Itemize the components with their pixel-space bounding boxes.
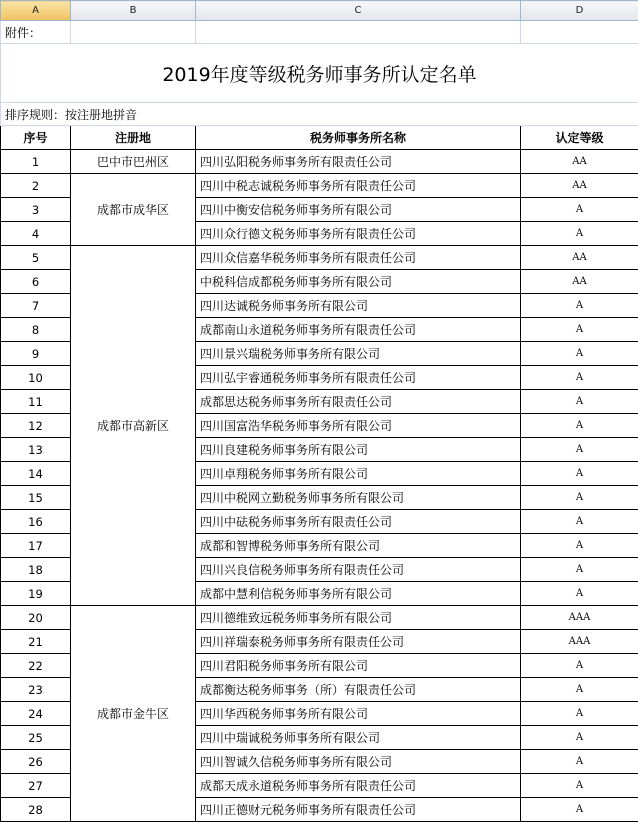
table-row — [1, 174, 638, 198]
row-seq[interactable]: 22 — [1, 654, 71, 678]
cell[interactable] — [521, 21, 638, 44]
row-grade[interactable]: A — [521, 774, 638, 798]
row-seq[interactable]: 2 — [1, 174, 71, 198]
table-row — [1, 246, 638, 270]
row-seq[interactable]: 7 — [1, 294, 71, 318]
row-seq[interactable]: 16 — [1, 510, 71, 534]
row-firm-name[interactable]: 成都思达税务师事务所有限责任公司 — [196, 390, 521, 414]
row-region[interactable]: 成都市成华区 — [71, 174, 196, 246]
row-seq[interactable]: 3 — [1, 198, 71, 222]
row-grade[interactable]: AA — [521, 246, 638, 270]
cell[interactable] — [196, 21, 521, 44]
row-grade[interactable]: A — [521, 222, 638, 246]
row-firm-name[interactable]: 成都和智博税务师事务所有限公司 — [196, 534, 521, 558]
row-seq[interactable]: 6 — [1, 270, 71, 294]
row-grade[interactable]: A — [521, 366, 638, 390]
row-firm-name[interactable]: 四川君阳税务师事务所有限公司 — [196, 654, 521, 678]
row-firm-name[interactable]: 四川良建税务师事务所有限公司 — [196, 438, 521, 462]
header-firm[interactable]: 税务师事务所名称 — [196, 126, 521, 150]
row-firm-name[interactable]: 四川景兴瑞税务师事务所有限公司 — [196, 342, 521, 366]
row-grade[interactable]: A — [521, 702, 638, 726]
row-grade[interactable]: A — [521, 390, 638, 414]
row-firm-name[interactable]: 四川正德财元税务师事务所有限责任公司 — [196, 798, 521, 822]
row-seq[interactable]: 18 — [1, 558, 71, 582]
table-row — [1, 150, 638, 174]
row-seq[interactable]: 27 — [1, 774, 71, 798]
column-header-c[interactable]: C — [196, 1, 521, 21]
row-seq[interactable]: 23 — [1, 678, 71, 702]
sort-rule-row — [1, 103, 638, 126]
row-grade[interactable]: A — [521, 462, 638, 486]
row-grade[interactable]: AAA — [521, 606, 638, 630]
row-seq[interactable]: 8 — [1, 318, 71, 342]
row-firm-name[interactable]: 四川中砝税务师事务所有限责任公司 — [196, 510, 521, 534]
row-grade[interactable]: A — [521, 726, 638, 750]
sheet-title[interactable]: 2019年度等级税务师事务所认定名单 — [1, 44, 638, 103]
row-seq[interactable]: 26 — [1, 750, 71, 774]
row-grade[interactable]: A — [521, 318, 638, 342]
row-firm-name[interactable]: 成都南山永道税务师事务所有限责任公司 — [196, 318, 521, 342]
row-grade[interactable]: A — [521, 750, 638, 774]
cell[interactable] — [71, 21, 196, 44]
table-header-row — [1, 126, 638, 150]
row-seq[interactable]: 17 — [1, 534, 71, 558]
row-seq[interactable]: 10 — [1, 366, 71, 390]
row-grade[interactable]: A — [521, 798, 638, 822]
row-grade[interactable]: A — [521, 534, 638, 558]
column-header-a[interactable]: A — [1, 1, 71, 21]
row-firm-name[interactable]: 四川卓翔税务师事务所有限公司 — [196, 462, 521, 486]
row-firm-name[interactable]: 成都中慧利信税务师事务所有限公司 — [196, 582, 521, 606]
row-firm-name[interactable]: 四川中瑞诚税务师事务所有限公司 — [196, 726, 521, 750]
row-seq[interactable]: 4 — [1, 222, 71, 246]
row-grade[interactable]: AA — [521, 174, 638, 198]
row-grade[interactable]: A — [521, 678, 638, 702]
row-seq[interactable]: 12 — [1, 414, 71, 438]
row-grade[interactable]: AAA — [521, 630, 638, 654]
row-seq[interactable]: 19 — [1, 582, 71, 606]
row-seq[interactable]: 25 — [1, 726, 71, 750]
row-firm-name[interactable]: 成都衡达税务师事务（所）有限责任公司 — [196, 678, 521, 702]
row-firm-name[interactable]: 四川弘宇睿通税务师事务所有限责任公司 — [196, 366, 521, 390]
row-grade[interactable]: A — [521, 654, 638, 678]
row-seq[interactable]: 15 — [1, 486, 71, 510]
row-grade[interactable]: A — [521, 510, 638, 534]
row-grade[interactable]: A — [521, 198, 638, 222]
row-seq[interactable]: 20 — [1, 606, 71, 630]
row-region[interactable]: 成都市金牛区 — [71, 606, 196, 822]
row-grade[interactable]: A — [521, 558, 638, 582]
row-seq[interactable]: 14 — [1, 462, 71, 486]
attachment-row — [1, 21, 638, 44]
row-region[interactable]: 成都市高新区 — [71, 246, 196, 606]
row-firm-name[interactable]: 四川华西税务师事务所有限公司 — [196, 702, 521, 726]
header-region[interactable]: 注册地 — [71, 126, 196, 150]
row-grade[interactable]: AA — [521, 150, 638, 174]
column-header-d[interactable]: D — [521, 1, 638, 21]
row-seq[interactable]: 24 — [1, 702, 71, 726]
row-seq[interactable]: 13 — [1, 438, 71, 462]
row-firm-name[interactable]: 四川兴良信税务师事务所有限责任公司 — [196, 558, 521, 582]
row-seq[interactable]: 5 — [1, 246, 71, 270]
row-grade[interactable]: A — [521, 582, 638, 606]
row-grade[interactable]: A — [521, 486, 638, 510]
row-grade[interactable]: AA — [521, 270, 638, 294]
row-seq[interactable]: 21 — [1, 630, 71, 654]
row-grade[interactable]: A — [521, 438, 638, 462]
row-firm-name[interactable]: 中税科信成都税务师事务所有限公司 — [196, 270, 521, 294]
sort-rule[interactable]: 排序规则：按注册地拼音 — [1, 103, 638, 126]
row-firm-name[interactable]: 四川众信嘉华税务师事务所有限责任公司 — [196, 246, 521, 270]
row-seq[interactable]: 11 — [1, 390, 71, 414]
row-firm-name[interactable]: 四川德维致远税务师事务所有限公司 — [196, 606, 521, 630]
row-firm-name[interactable]: 四川祥瑞泰税务师事务所有限责任公司 — [196, 630, 521, 654]
row-firm-name[interactable]: 成都天成永道税务师事务所有限责任公司 — [196, 774, 521, 798]
row-grade[interactable]: A — [521, 342, 638, 366]
header-seq[interactable]: 序号 — [1, 126, 71, 150]
row-seq[interactable]: 9 — [1, 342, 71, 366]
row-seq[interactable]: 28 — [1, 798, 71, 822]
row-region[interactable]: 巴中市巴州区 — [71, 150, 196, 174]
row-firm-name[interactable]: 四川弘阳税务师事务所有限责任公司 — [196, 150, 521, 174]
row-grade[interactable]: A — [521, 294, 638, 318]
row-grade[interactable]: A — [521, 414, 638, 438]
row-firm-name[interactable]: 四川达诚税务师事务所有限公司 — [196, 294, 521, 318]
row-firm-name[interactable]: 四川国富浩华税务师事务所有限公司 — [196, 414, 521, 438]
table-row — [1, 606, 638, 630]
header-grade[interactable]: 认定等级 — [521, 126, 638, 150]
row-firm-name[interactable]: 四川智诚久信税务师事务所有限公司 — [196, 750, 521, 774]
row-seq[interactable]: 1 — [1, 150, 71, 174]
attachment-label[interactable]: 附件： — [1, 21, 71, 44]
column-header-b[interactable]: B — [71, 1, 196, 21]
row-firm-name[interactable]: 四川中税网立勤税务师事务所有限公司 — [196, 486, 521, 510]
title-row — [1, 44, 638, 103]
row-firm-name[interactable]: 四川众行德文税务师事务所有限责任公司 — [196, 222, 521, 246]
row-firm-name[interactable]: 四川中衡安信税务师事务所有限公司 — [196, 198, 521, 222]
row-firm-name[interactable]: 四川中税志诚税务师事务所有限责任公司 — [196, 174, 521, 198]
column-header-row — [1, 1, 638, 21]
